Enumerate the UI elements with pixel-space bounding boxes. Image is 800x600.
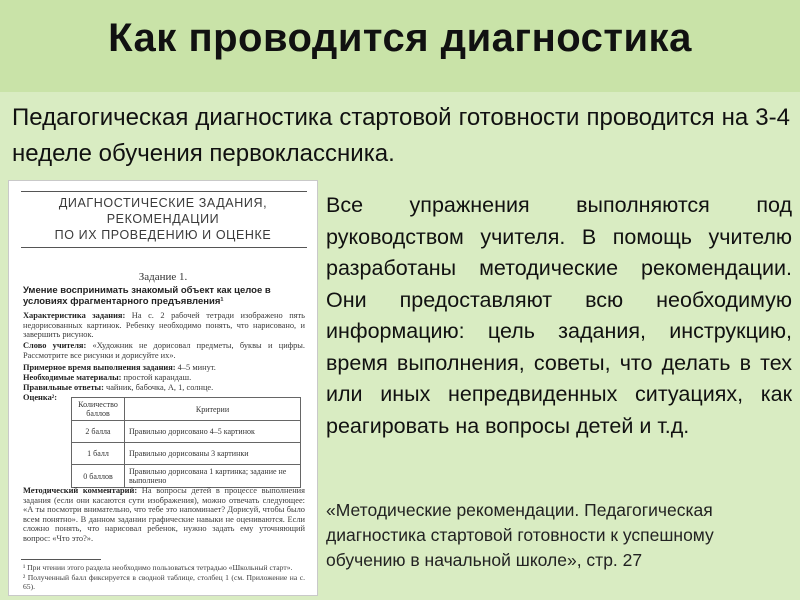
scan-heading-line: РЕКОМЕНДАЦИИ — [106, 212, 220, 226]
table-cell: Правильно дорисовано 4–5 картинок — [125, 421, 301, 443]
time-label: Примерное время выполнения задания: — [23, 363, 176, 372]
comment-label: Методический комментарий: — [23, 486, 138, 495]
table-header: Критерии — [125, 398, 301, 421]
characteristic-text: На с. 2 рабочей тетради изображено пять недорисованных картинок. Ребенку необходимо понять, что нарисовано, и завершить рисунок. — [23, 311, 306, 340]
table-cell: 1 балл — [72, 443, 125, 465]
grade-label: Оценка²: — [23, 393, 58, 402]
comment-paragraph — [23, 486, 305, 544]
teacher-word-paragraph — [23, 341, 305, 360]
table-row — [72, 421, 301, 443]
task-number: Задание 1. — [138, 271, 188, 283]
characteristic-paragraph — [23, 311, 305, 340]
table-header: Количество баллов — [72, 398, 125, 421]
scan-divider — [21, 247, 307, 248]
body-paragraph: Все упражнения выполняются под руководством учителя. В помощь учителю разработаны методические рекомендации. Они предоставляют всю необходимую информацию: цель задания, инструкцию, время выполнения, советы, что делать в тех или иных непредвиденных ситуациях, как реагировать на вопросы детей и т.д. — [326, 193, 792, 438]
time-paragraph — [23, 363, 305, 373]
materials-text: простой карандаш. — [123, 373, 192, 382]
table-cell: 2 балла — [72, 421, 125, 443]
scan-heading-line: ДИАГНОСТИЧЕСКИЕ ЗАДАНИЯ, — [58, 196, 268, 210]
table-cell: Правильно дорисованы 3 картинки — [125, 443, 301, 465]
answers-label: Правильные ответы: — [23, 383, 104, 392]
time-text: 4–5 минут. — [177, 363, 216, 372]
task-caption: Умение воспринимать знакомый объект как целое в условиях фрагментарного предъявления¹ — [23, 285, 271, 307]
scan-heading — [9, 195, 317, 243]
table-cell: Правильно дорисована 1 картинка; задание не выполнено — [125, 465, 301, 488]
citation: «Методические рекомендации. Педагогическая диагностика стартовой готовности к успешному обучению в начальной школе», стр. 27 — [326, 500, 714, 570]
answers-text: чайник, бабочка, А, 1, солнце. — [105, 383, 214, 392]
book-page-scan — [8, 180, 318, 596]
footnote-1: ¹ При чтении этого раздела необходимо пользоваться тетрадью «Школьный старт». — [23, 563, 293, 572]
footnote-2: ² Полученный балл фиксируется в сводной таблице, столбец 1 (см. Приложение на с. 65). — [23, 573, 305, 591]
characteristic-label: Характеристика задания: — [23, 311, 126, 320]
comment-text: На вопросы детей в процессе выполнения задания (если они касаются сути изображения), можно отвечать следующее: «А ты посмотри внимательно, что тебе это напоминает? Дорисуй, чтобы было всем понятно». В данном задании графические навыки не оцениваются. Если сложно понять, что нарисовал ребенок, нужно задать ему уточняющий вопрос: «Что это?». — [23, 486, 306, 543]
footnote-divider — [21, 559, 101, 560]
answers-paragraph — [23, 383, 305, 393]
table-cell: 0 баллов — [72, 465, 125, 488]
scan-divider — [21, 191, 307, 192]
intro-paragraph: Педагогическая диагностика стартовой готовности проводится на 3-4 неделе обучения первоклассника. — [12, 104, 790, 167]
table-header-row — [72, 398, 301, 421]
teacher-word-label: Слово учителя: — [23, 341, 87, 350]
scan-heading-line: ПО ИХ ПРОВЕДЕНИЮ И ОЦЕНКЕ — [54, 228, 272, 242]
slide-title: Как проводится диагностика — [108, 16, 692, 60]
materials-label: Необходимые материалы: — [23, 373, 122, 382]
teacher-word-text: «Художник не дорисовал предметы, буквы и цифры. Рассмотрите все рисунки и дорисуйте их». — [23, 341, 306, 360]
materials-paragraph — [23, 373, 305, 383]
table-row — [72, 443, 301, 465]
table-row — [72, 465, 301, 488]
score-table — [71, 397, 301, 488]
